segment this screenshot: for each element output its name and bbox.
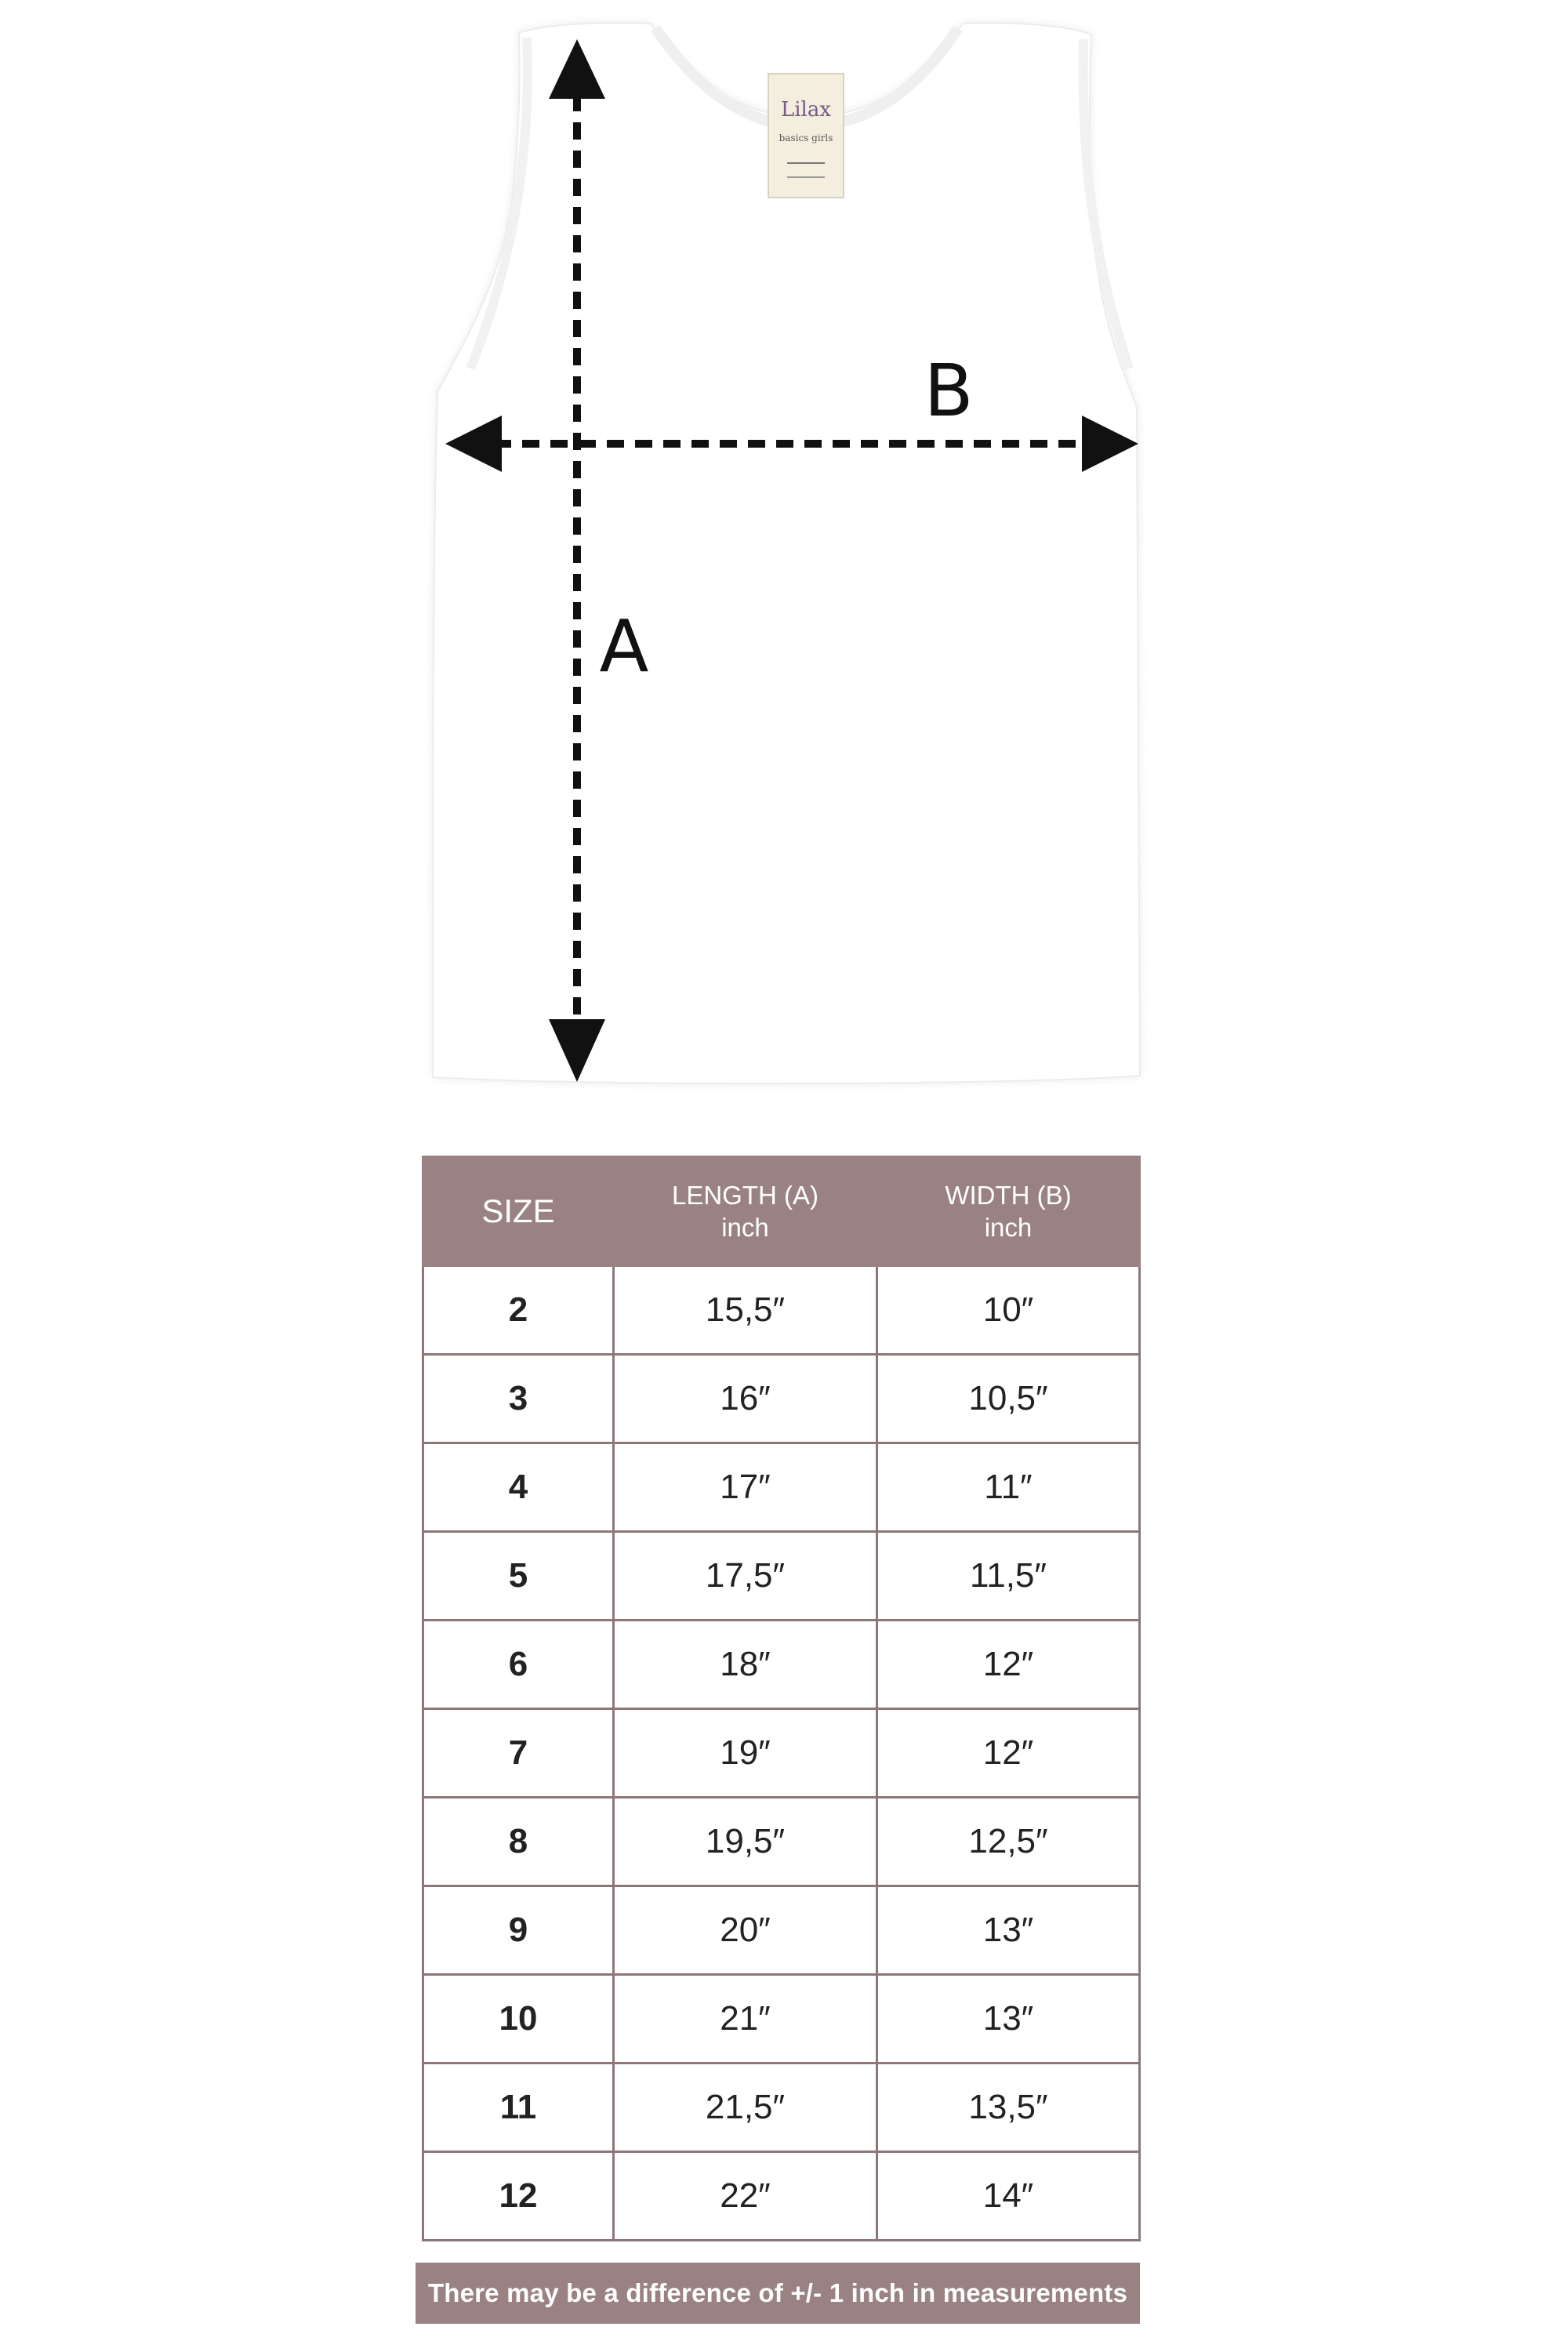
size-cell: 9 <box>423 1886 614 1975</box>
size-cell: 12 <box>423 2152 614 2241</box>
length-cell: 21″ <box>614 1975 877 2063</box>
width-cell: 11,5″ <box>877 1532 1140 1621</box>
width-cell: 13,5″ <box>877 2063 1140 2152</box>
label-a: A <box>599 604 649 688</box>
garment-label <box>768 74 844 198</box>
size-cell: 3 <box>423 1355 614 1443</box>
length-cell: 21,5″ <box>614 2063 877 2152</box>
table-row <box>423 2152 1140 2241</box>
table-row <box>423 1355 1140 1443</box>
length-cell: 18″ <box>614 1621 877 1709</box>
garment-label-brand: Lilax <box>780 98 832 122</box>
length-cell: 16″ <box>614 1355 877 1443</box>
width-cell: 13″ <box>877 1975 1140 2063</box>
table-row <box>423 2063 1140 2152</box>
width-cell: 12″ <box>877 1709 1140 1798</box>
size-cell: 10 <box>423 1975 614 2063</box>
header-width <box>877 1157 1140 1266</box>
header-width-unit: inch <box>984 1213 1033 1242</box>
size-cell: 4 <box>423 1443 614 1532</box>
size-chart-table <box>422 1156 1141 2241</box>
width-cell: 13″ <box>877 1886 1140 1975</box>
size-cell: 11 <box>423 2063 614 2152</box>
table-row <box>423 1975 1140 2063</box>
size-cell: 5 <box>423 1532 614 1621</box>
table-row <box>423 1798 1140 1886</box>
size-cell: 6 <box>423 1621 614 1709</box>
table-header-row <box>423 1157 1140 1266</box>
table-row <box>423 1532 1140 1621</box>
width-cell: 12,5″ <box>877 1798 1140 1886</box>
length-cell: 17″ <box>614 1443 877 1532</box>
header-width-label: WIDTH (B) <box>945 1180 1072 1210</box>
width-cell: 14″ <box>877 2152 1140 2241</box>
length-cell: 20″ <box>614 1886 877 1975</box>
size-cell: 2 <box>423 1266 614 1355</box>
header-size: SIZE <box>423 1157 614 1266</box>
size-cell: 8 <box>423 1798 614 1886</box>
table-row <box>423 1886 1140 1975</box>
header-length-unit: inch <box>721 1213 769 1242</box>
table-row <box>423 1266 1140 1355</box>
header-length-label: LENGTH (A) <box>671 1180 818 1210</box>
length-cell: 19,5″ <box>614 1798 877 1886</box>
table-row <box>423 1443 1140 1532</box>
length-cell: 19″ <box>614 1709 877 1798</box>
width-cell: 10″ <box>877 1266 1140 1355</box>
header-length <box>614 1157 877 1266</box>
width-cell: 11″ <box>877 1443 1140 1532</box>
garment-label-line: basics girls <box>779 132 833 143</box>
label-b: B <box>924 349 974 433</box>
table-row <box>423 1621 1140 1709</box>
measurement-note: There may be a difference of +/- 1 inch in measurements <box>416 2263 1140 2324</box>
tank-top-diagram <box>0 0 1568 1113</box>
width-cell: 12″ <box>877 1621 1140 1709</box>
table-row <box>423 1709 1140 1798</box>
length-cell: 15,5″ <box>614 1266 877 1355</box>
length-cell: 17,5″ <box>614 1532 877 1621</box>
size-cell: 7 <box>423 1709 614 1798</box>
length-cell: 22″ <box>614 2152 877 2241</box>
width-cell: 10,5″ <box>877 1355 1140 1443</box>
